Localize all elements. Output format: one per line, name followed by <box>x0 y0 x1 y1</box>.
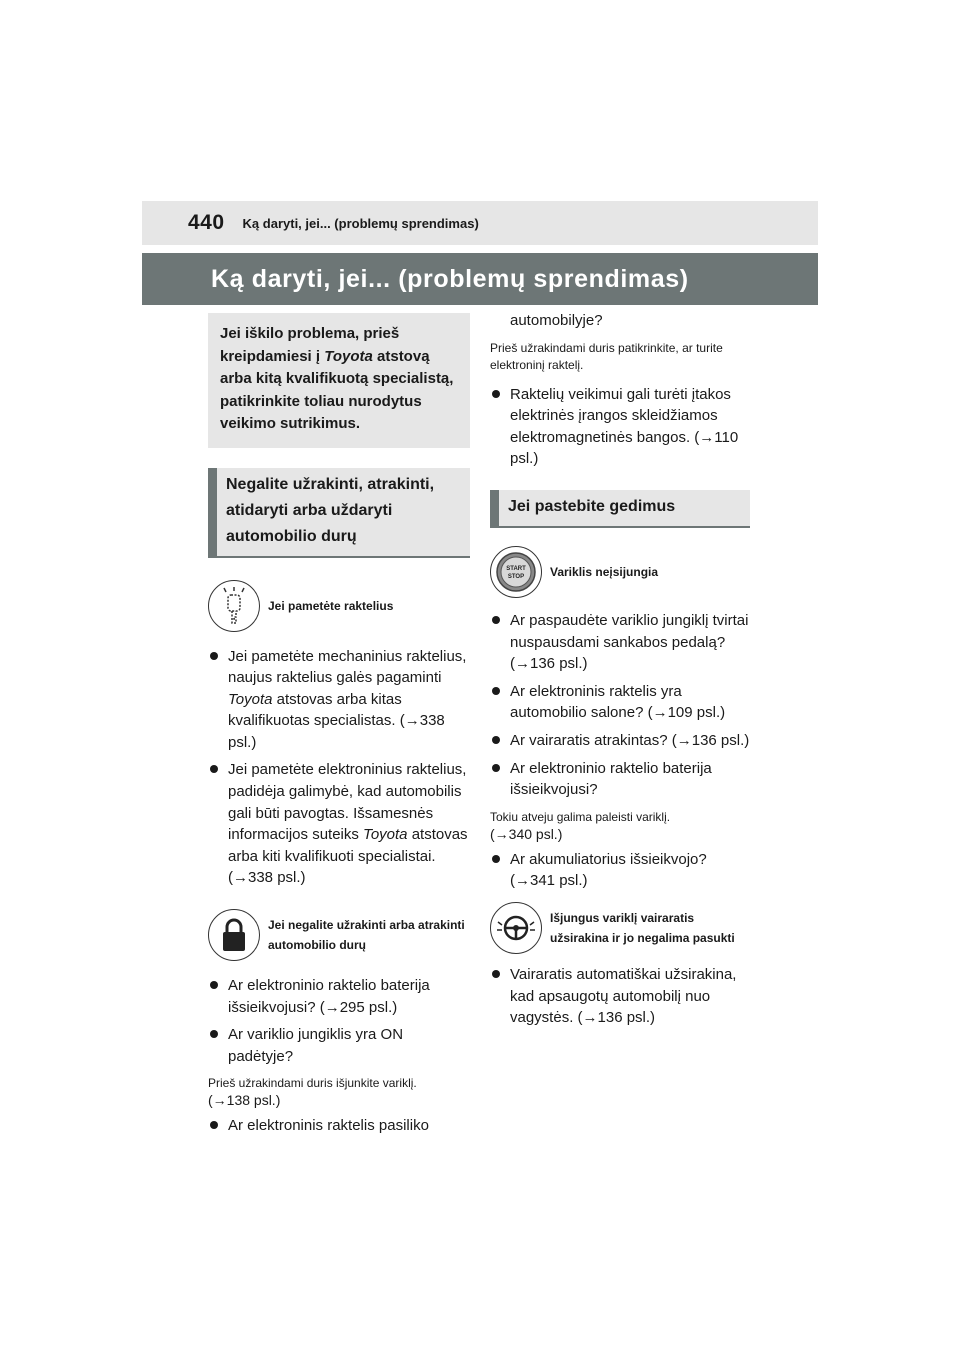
intro-box <box>208 313 470 448</box>
start-stop-button-icon <box>490 546 542 598</box>
list-item: Ar elektroninis raktelis yra automobilio salone? (→109 psl.) <box>490 681 750 724</box>
list-item: Ar elektroninio raktelio baterija išsieikvojusi? <box>490 758 750 801</box>
bullet-text-before: Jei pametėte elektroninius raktelius, padidėja galimybė, kad automobilis gali būti pavogtas. Išsamesnės informacijos suteiks <box>228 761 467 844</box>
engine-start-label: Variklis neįsijungia <box>550 564 659 579</box>
note-line: Prieš užrakindami duris išjunkite variklį. <box>208 1076 417 1091</box>
engine-start-row <box>490 546 750 598</box>
list-item: Raktelių veikimui gali turėti įtakos elektrinės įrangos skleidžiamos elektromagnetinės bangos. (→110 psl.) <box>490 384 750 470</box>
steering-lock-label: Išjungus variklį vairaratis užsirakina ir jo negalima pasukti <box>550 910 735 945</box>
note <box>208 1075 470 1109</box>
stop-text: STOP <box>507 573 525 580</box>
key-icon <box>208 580 260 632</box>
bullet-text-after: atstovas arba kitas kvalifikuotas specialistas. (→338 psl.) <box>228 690 445 751</box>
list-item: Ar elektroninio raktelio baterija išsieikvojusi? (→295 psl.) <box>208 975 470 1018</box>
list-item: Vairaratis automatiškai užsirakina, kad apsaugotų automobilį nuo vagystės. (→136 psl.) <box>490 964 750 1029</box>
section-heading-malfunctions: Jei pastebite gedimus <box>490 490 750 528</box>
running-header <box>142 201 818 245</box>
bullet-brand: Toyota <box>363 826 408 844</box>
chapter-title-bar <box>142 253 818 305</box>
note: Prieš užrakindami duris patikrinkite, ar turite elektroninį raktelį. <box>490 340 723 372</box>
list-item: Ar elektroninis raktelis pasiliko <box>208 1115 470 1137</box>
list-item: Ar variklio jungiklis yra ON padėtyje? <box>208 1024 470 1067</box>
note <box>490 809 750 843</box>
padlock-icon <box>208 909 260 961</box>
intro-text-before: Jei iškilo problema, prieš kreipdamiesi į <box>220 325 400 365</box>
bullet-text-before: Jei pametėte mechaninius raktelius, naujus raktelius galės pagaminti <box>228 647 467 687</box>
section-heading-doors: Negalite užrakinti, atrakinti, atidaryti arba uždaryti automobilio durų <box>208 468 470 558</box>
intro-brand: Toyota <box>324 347 373 365</box>
chapter-title: Ką daryti, jei... (problemų sprendimas) <box>211 264 689 293</box>
list-item: Ar paspaudėte variklio jungiklį tvirtai nuspausdami sankabos pedalą? (→136 psl.) <box>490 610 750 675</box>
note-line: (→340 psl.) <box>490 825 563 842</box>
start-text: START <box>506 565 526 572</box>
steering-lock-row <box>490 902 750 954</box>
page-number: 440 <box>188 211 225 234</box>
right-column <box>490 305 750 1029</box>
bullet-text-after: atstovas arba kiti kvalifikuoti specialistai. (→338 psl.) <box>228 826 468 887</box>
bullet-brand: Toyota <box>228 690 273 708</box>
running-title: Ką daryti, jei... (problemų sprendimas) <box>242 215 479 231</box>
intro-text-after: atstovą arba kitą kvalifikuotą specialistą, patikrinkite toliau nurodytus veikimo sutrikimus. <box>220 347 454 432</box>
left-column <box>208 305 470 1137</box>
list-item <box>208 646 470 754</box>
lock-doors-row <box>208 909 470 961</box>
lost-keys-row <box>208 580 470 632</box>
list-item-continuation: automobilyje? <box>510 312 603 329</box>
lost-keys-label: Jei pametėte raktelius <box>268 598 394 613</box>
list-item <box>208 759 470 889</box>
note-line: (→138 psl.) <box>208 1092 281 1109</box>
lock-doors-label: Jei negalite užrakinti arba atrakinti automobilio durų <box>268 918 465 953</box>
steering-wheel-lock-icon <box>490 902 542 954</box>
list-item: Ar akumuliatorius išsieikvojo? (→341 psl.) <box>490 849 750 892</box>
note-line: Tokiu atveju galima paleisti variklį. <box>490 809 671 824</box>
list-item: Ar vairaratis atrakintas? (→136 psl.) <box>490 730 750 752</box>
